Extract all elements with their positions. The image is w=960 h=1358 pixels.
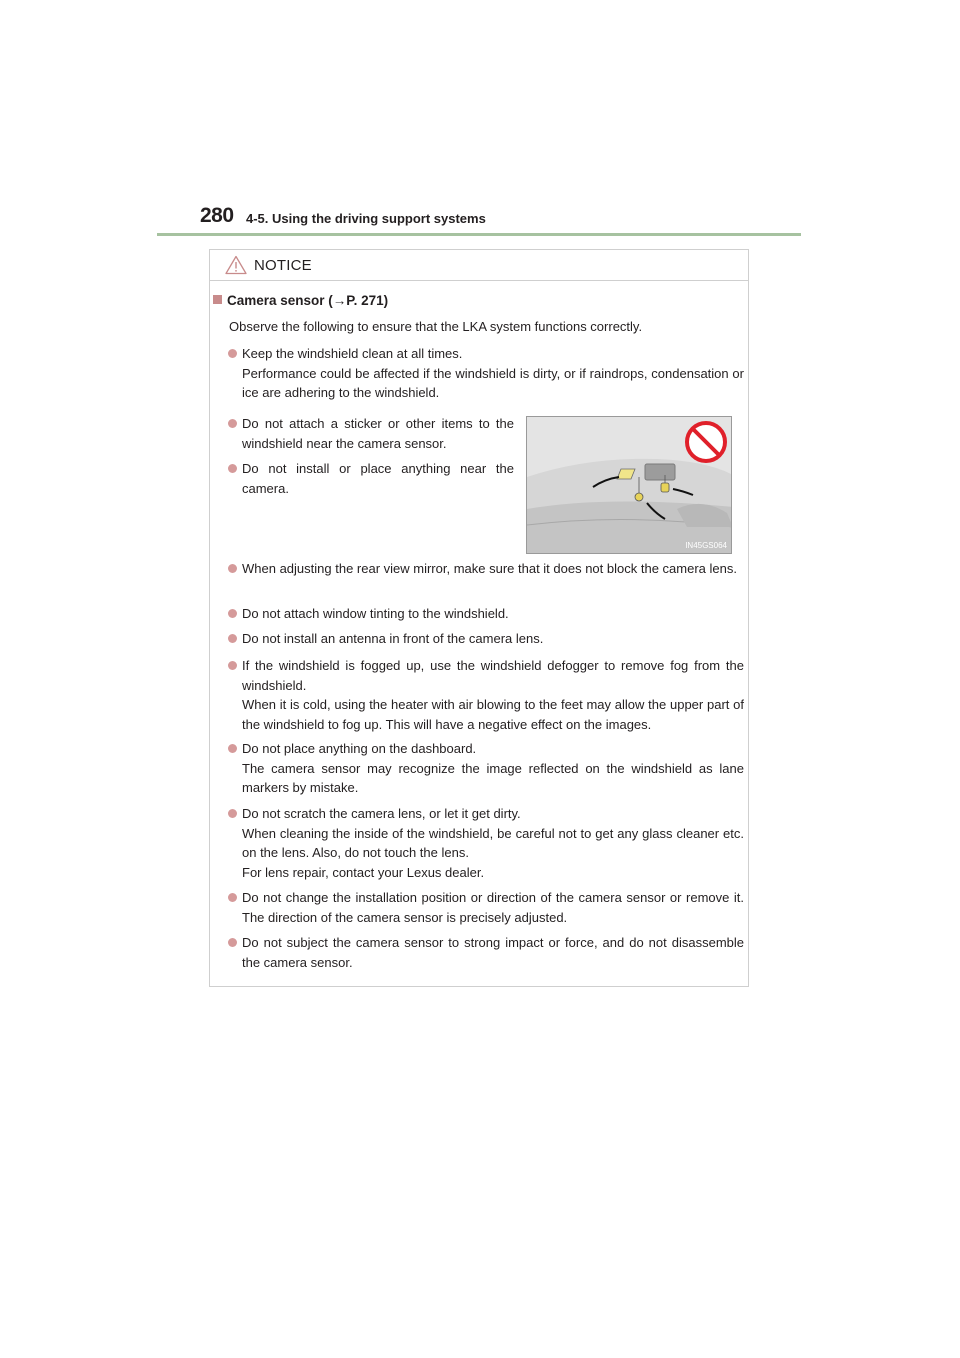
bullet-icon — [228, 464, 237, 473]
notice-section-title — [213, 293, 388, 308]
list-item — [228, 656, 744, 734]
illustration-code: IN45GS064 — [685, 541, 727, 550]
windshield-drawing — [527, 417, 732, 554]
item-text: Do not attach a sticker or other items to the windshield near the camera sensor. — [242, 416, 514, 451]
bullet-icon — [228, 564, 237, 573]
section-title-text: Camera sensor (→P. 271) — [227, 293, 389, 308]
item-text: Do not scratch the camera lens, or let it get dirty. — [242, 806, 521, 821]
bullet-icon — [228, 609, 237, 618]
page-header — [200, 204, 800, 230]
list-item — [228, 804, 744, 882]
item-text: Do not change the installation position or direction of the camera sensor or remove it. The direction of the camera sensor is precisely adjusted. — [242, 890, 744, 925]
item-text: When adjusting the rear view mirror, make sure that it does not block the camera lens. — [242, 561, 737, 576]
item-text: Do not place anything on the dashboard. — [242, 741, 477, 756]
item-text: The camera sensor may recognize the image reflected on the windshield as lane markers by mistake. — [242, 760, 744, 795]
bullet-icon — [228, 349, 237, 358]
page-number: 280 — [200, 204, 234, 227]
bullet-icon — [228, 938, 237, 947]
list-item — [228, 629, 744, 649]
bullet-icon — [228, 634, 237, 643]
list-item — [228, 933, 744, 972]
item-text: If the windshield is fogged up, use the windshield defogger to remove fog from the windshield. — [242, 658, 744, 693]
notice-box — [209, 249, 749, 987]
list-item — [228, 604, 744, 624]
item-text: Do not install an antenna in front of the camera lens. — [242, 631, 544, 646]
list-item — [228, 559, 744, 579]
section-title: 4-5. Using the driving support systems — [246, 211, 486, 226]
item-text: Do not subject the camera sensor to strong impact or force, and do not disassemble the camera sensor. — [242, 935, 744, 970]
item-text: Keep the windshield clean at all times. — [242, 346, 463, 361]
item-text: Performance could be affected if the windshield is dirty, or if raindrops, condensation or ice are adhering to the windshield. — [242, 365, 744, 400]
header-rule — [157, 233, 801, 236]
bullet-icon — [228, 419, 237, 428]
bullet-icon — [228, 661, 237, 670]
list-item — [228, 888, 744, 927]
section-marker-icon — [213, 295, 222, 304]
item-text: Do not attach window tinting to the windshield. — [242, 606, 509, 621]
notice-label: NOTICE — [254, 257, 312, 274]
windshield-illustration — [526, 416, 732, 554]
list-item — [228, 414, 514, 453]
notice-header — [210, 250, 748, 281]
list-item — [228, 344, 744, 403]
list-item — [228, 739, 744, 798]
warning-icon — [225, 255, 247, 275]
item-text: Do not install or place anything near the camera. — [242, 461, 514, 496]
item-text: When cleaning the inside of the windshield, be careful not to get any glass cleaner etc. on the lens. Also, do not touch the lens. — [242, 825, 744, 860]
bullet-icon — [228, 893, 237, 902]
bullet-icon — [228, 744, 237, 753]
notice-intro: Observe the following to ensure that the LKA system functions correctly. — [229, 319, 643, 334]
item-text: When it is cold, using the heater with air blowing to the feet may allow the upper part of the windshield to fog up. This will have a negative effect on the images. — [242, 697, 744, 732]
bullet-icon — [228, 809, 237, 818]
list-item — [228, 459, 514, 498]
item-text: For lens repair, contact your Lexus dealer. — [242, 864, 485, 880]
